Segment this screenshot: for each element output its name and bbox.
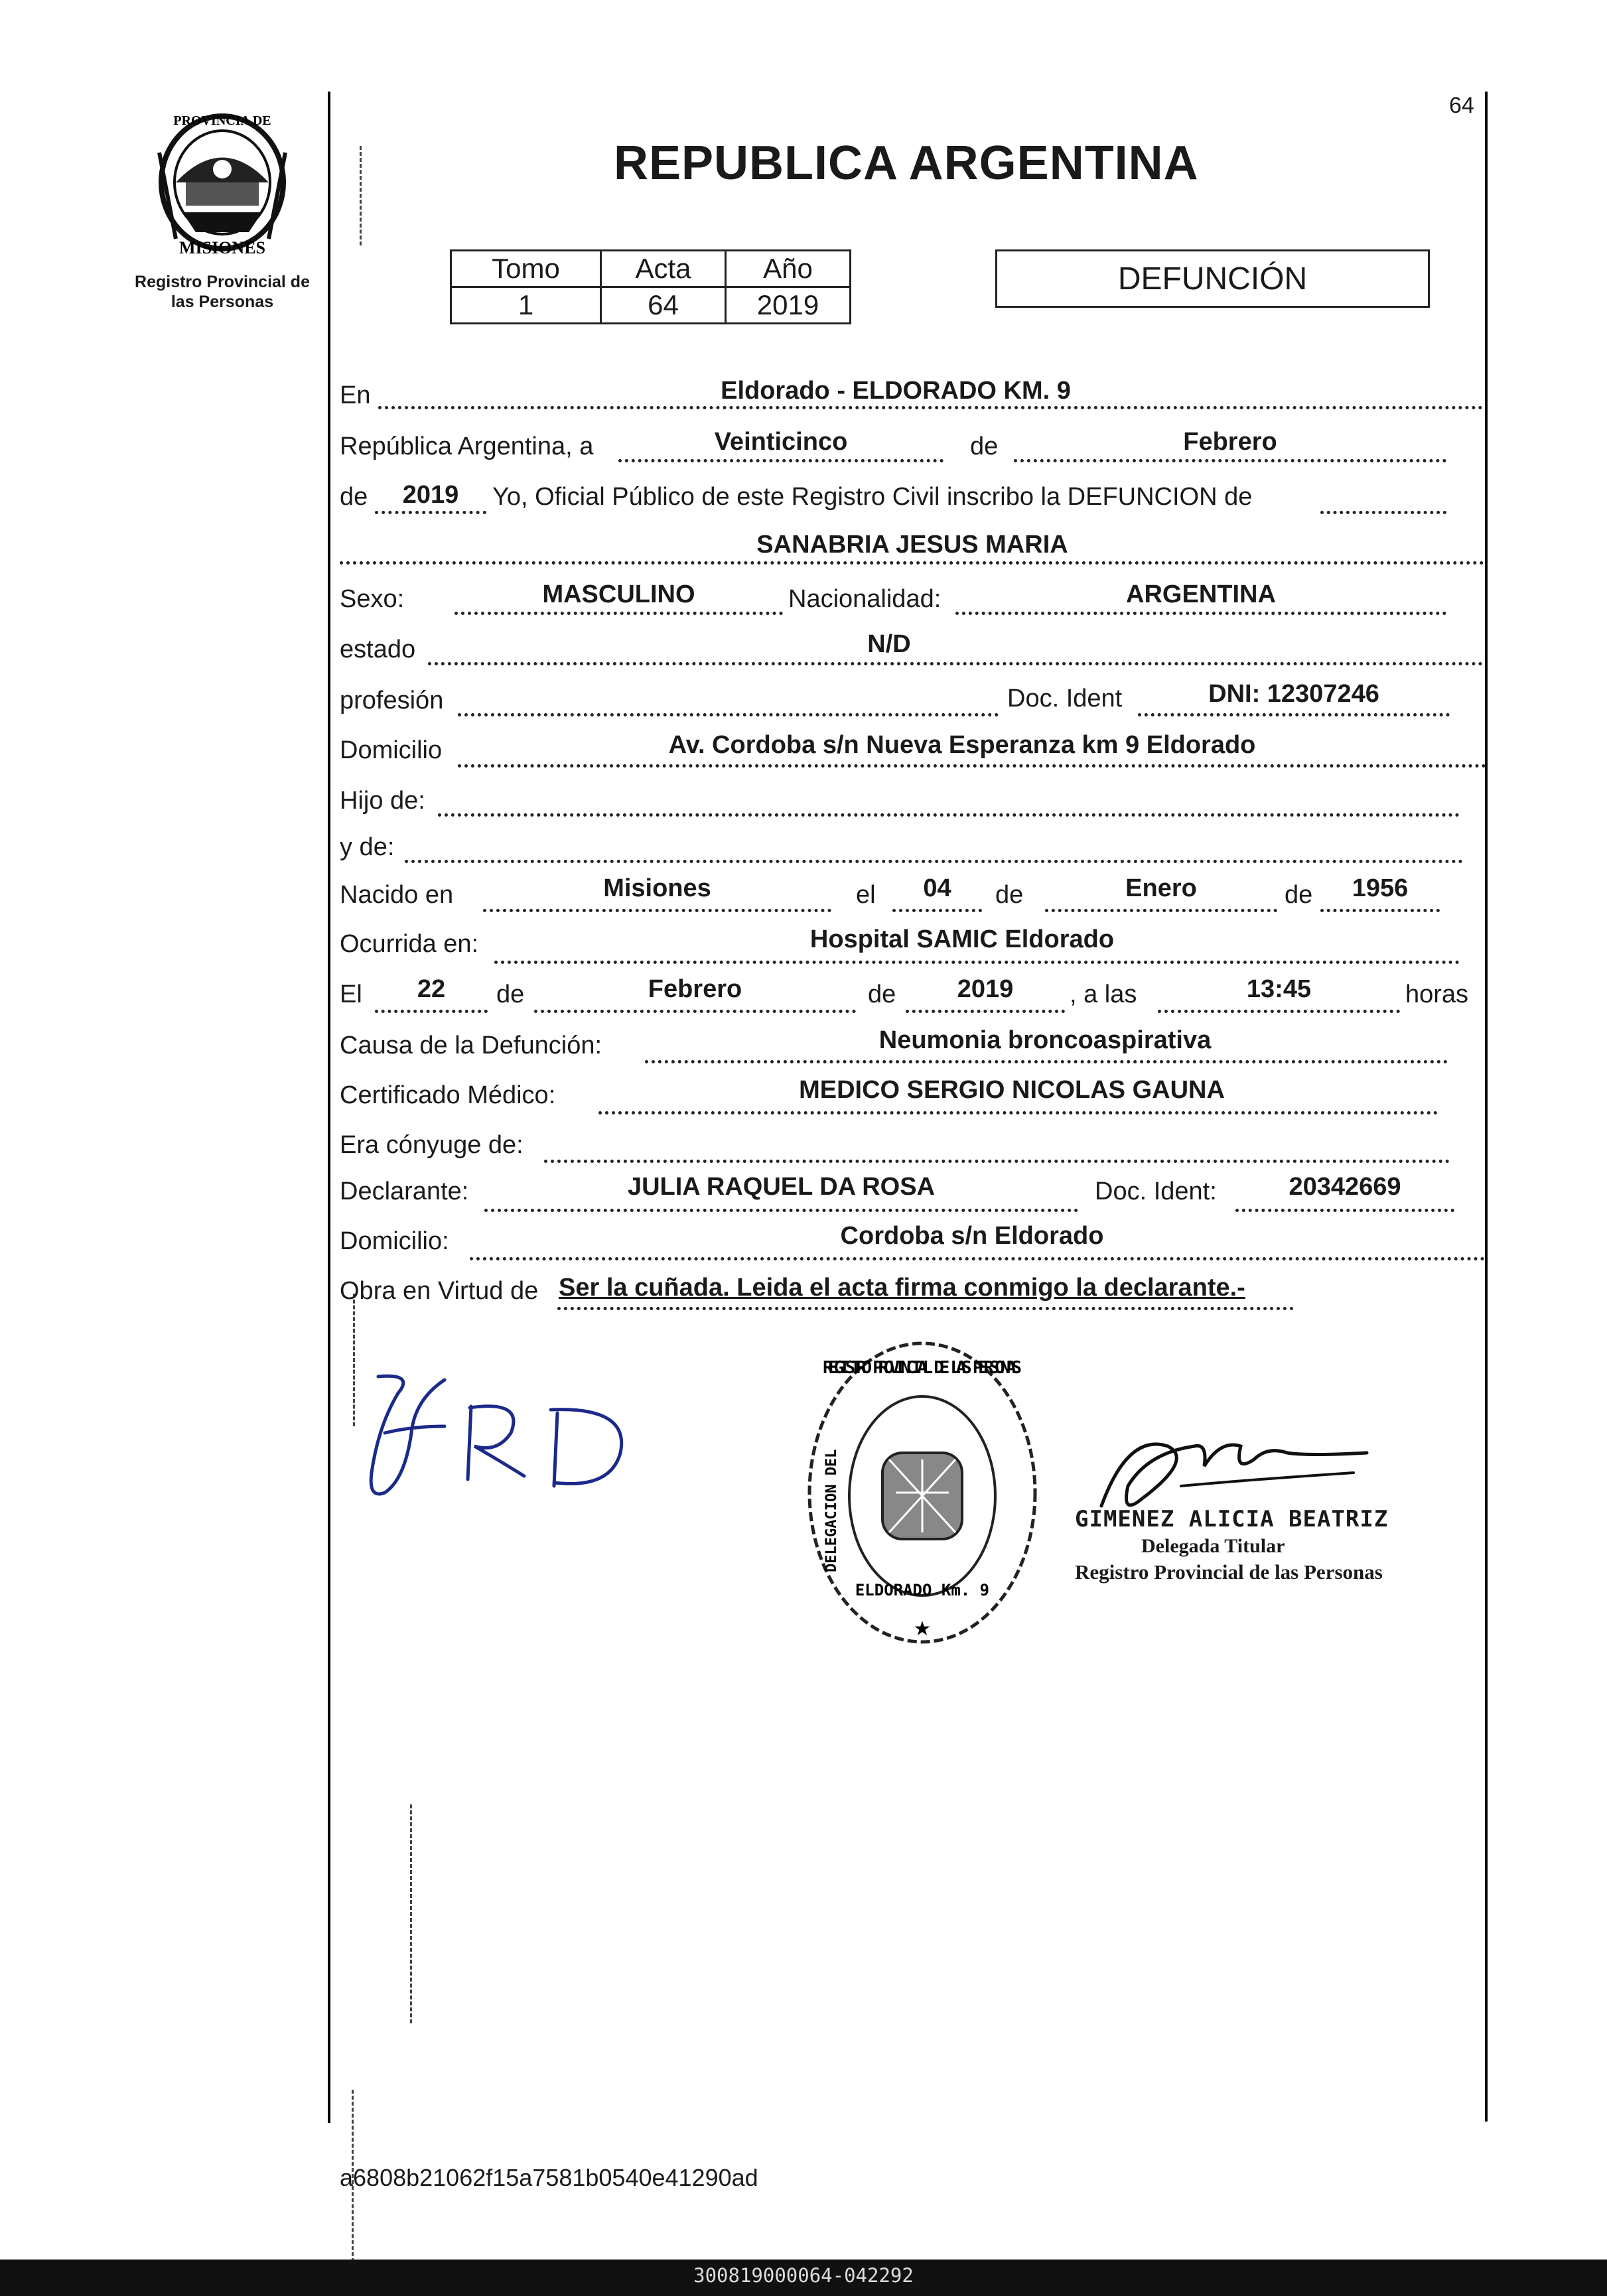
page-number: 64 xyxy=(1449,93,1474,118)
dotted-line xyxy=(906,1010,1065,1013)
field-nacido-dia: 04 xyxy=(923,874,951,902)
label-obra: Obra en Virtud de xyxy=(340,1277,539,1305)
field-certificado: MEDICO SERGIO NICOLAS GAUNA xyxy=(799,1076,1225,1104)
field-fallec-hora: 13:45 xyxy=(1246,975,1312,1003)
left-margin-line xyxy=(328,92,330,2123)
table-header-anio: Año xyxy=(726,251,851,287)
field-sexo: MASCULINO xyxy=(542,580,695,608)
label-domicilio2: Domicilio: xyxy=(340,1227,449,1255)
svg-text:★: ★ xyxy=(913,1617,932,1641)
signer-role: Delegada Titular xyxy=(1141,1535,1285,1557)
label-de: de xyxy=(868,980,896,1008)
province-seal-logo xyxy=(149,106,295,259)
logo-caption-line2: las Personas xyxy=(171,293,274,311)
dotted-line xyxy=(483,909,831,912)
label-intro-de: de xyxy=(340,483,368,511)
dotted-line xyxy=(534,1010,856,1013)
field-declarante-doc: 20342669 xyxy=(1289,1173,1401,1201)
label-inscribo: Yo, Oficial Público de este Registro Civil inscribo la DEFUNCION de xyxy=(492,483,1253,511)
field-lugar: Eldorado - ELDORADO KM. 9 xyxy=(721,377,1071,405)
logo-text-bottom: MISIONES xyxy=(178,238,266,257)
logo-caption-line1: Registro Provincial de xyxy=(135,273,310,291)
field-dia: Veinticinco xyxy=(714,428,848,456)
label-hijo-de: Hijo de: xyxy=(340,787,425,815)
footer-barcode-text: 300819000064-042292 xyxy=(693,2264,914,2287)
table-value-tomo: 1 xyxy=(451,287,601,324)
field-ocurrida-en: Hospital SAMIC Eldorado xyxy=(809,925,1115,953)
dotted-line xyxy=(438,813,1460,817)
dotted-line xyxy=(1014,459,1446,462)
field-fallec-mes: Febrero xyxy=(648,975,742,1003)
field-nacionalidad: ARGENTINA xyxy=(1126,580,1276,608)
label-ocurrida-en: Ocurrida en: xyxy=(340,930,479,958)
dotted-line xyxy=(618,459,943,462)
label-declarante: Declarante: xyxy=(340,1178,469,1205)
dotted-line xyxy=(1045,909,1277,912)
dotted-line xyxy=(375,1010,488,1013)
field-fallec-dia: 22 xyxy=(417,975,446,1003)
label-estado: estado xyxy=(340,636,416,663)
field-nombre: SANABRIA JESUS MARIA xyxy=(756,531,1068,559)
table-value-anio: 2019 xyxy=(726,287,851,324)
label-el: el xyxy=(856,881,876,909)
field-estado: N/D xyxy=(867,630,911,658)
field-nacido-mes: Enero xyxy=(1125,874,1197,902)
dotted-line xyxy=(340,561,1484,565)
field-mes: Febrero xyxy=(1183,428,1277,456)
dotted-line xyxy=(557,1307,1294,1310)
dotted-line xyxy=(405,860,1463,863)
stamp-text-left: DELEGACION DEL xyxy=(823,1449,840,1572)
dotted-line xyxy=(1158,1010,1400,1013)
label-de: de xyxy=(1285,881,1313,909)
label-nacido-en: Nacido en xyxy=(340,881,454,909)
label-nacionalidad: Nacionalidad: xyxy=(788,585,942,613)
label-certificado: Certificado Médico: xyxy=(340,1081,556,1109)
label-de: de xyxy=(970,433,999,460)
dotted-line xyxy=(1138,713,1450,716)
field-obra-virtud: Ser la cuñada. Leida el acta firma conmigo la declarante.- xyxy=(559,1274,1245,1302)
label-y-de: y de: xyxy=(340,833,395,861)
signer-name: GIMENEZ ALICIA BEATRIZ xyxy=(1075,1506,1389,1532)
right-margin-line xyxy=(1485,92,1488,2122)
dashed-margin-top xyxy=(360,146,362,245)
dotted-line xyxy=(428,662,1483,665)
dotted-line xyxy=(955,612,1446,615)
table-header-tomo: Tomo xyxy=(451,251,601,287)
label-domicilio: Domicilio xyxy=(340,736,443,764)
record-number-table xyxy=(450,249,851,324)
field-declarante-domicilio: Cordoba s/n Eldorado xyxy=(840,1222,1104,1250)
dotted-line xyxy=(470,1257,1485,1260)
field-doc-ident: DNI: 12307246 xyxy=(1208,680,1379,708)
dotted-line xyxy=(375,511,486,514)
logo-text-top: PROVINCIA DE xyxy=(173,113,271,128)
dotted-line xyxy=(598,1111,1438,1114)
official-stamp xyxy=(796,1333,1048,1652)
label-de: de xyxy=(995,881,1024,909)
label-profesion: profesión xyxy=(340,687,444,714)
label-en: En xyxy=(340,381,371,409)
dotted-line xyxy=(544,1160,1450,1163)
dotted-line xyxy=(458,713,999,716)
field-causa: Neumonia broncoaspirativa xyxy=(878,1026,1212,1054)
signer-office: Registro Provincial de las Personas xyxy=(1075,1560,1383,1584)
label-sexo: Sexo: xyxy=(340,585,405,613)
label-republica: República Argentina, a xyxy=(340,433,594,460)
label-el-cap: El xyxy=(340,980,362,1008)
field-nacido-anio: 1956 xyxy=(1352,874,1409,902)
table-header-acta: Acta xyxy=(601,251,726,287)
stamp-text-inner: ELDORADO Km. 9 xyxy=(855,1581,990,1599)
dotted-line xyxy=(378,406,1483,409)
dotted-line xyxy=(1320,511,1446,514)
dotted-line xyxy=(892,909,982,912)
label-conyuge: Era cónyuge de: xyxy=(340,1131,524,1159)
label-de: de xyxy=(496,980,525,1008)
field-domicilio: Av. Cordoba s/n Nueva Esperanza km 9 Eldorado xyxy=(668,731,1256,759)
logo-caption xyxy=(116,272,328,312)
dashed-margin-low xyxy=(410,1804,412,2023)
field-declarante: JULIA RAQUEL DA ROSA xyxy=(627,1173,936,1201)
dotted-line xyxy=(1235,1209,1454,1212)
field-anio: 2019 xyxy=(402,481,459,509)
dotted-line xyxy=(458,764,1486,768)
handwritten-initials-signature xyxy=(352,1353,644,1513)
label-horas: horas xyxy=(1405,980,1469,1008)
signer-block xyxy=(1075,1506,1446,1584)
dotted-line xyxy=(494,961,1460,964)
record-type-box: DEFUNCIÓN xyxy=(995,249,1430,308)
document-hash: a6808b21062f15a7581b0540e41290ad xyxy=(340,2164,758,2191)
label-causa: Causa de la Defunción: xyxy=(340,1032,602,1059)
field-fallec-anio: 2019 xyxy=(957,975,1014,1003)
dotted-line xyxy=(1320,909,1440,912)
page-title: REPUBLICA ARGENTINA xyxy=(614,137,1199,190)
field-nacido-lugar: Misiones xyxy=(603,874,711,902)
label-doc-ident2: Doc. Ident: xyxy=(1095,1178,1217,1205)
table-value-acta: 64 xyxy=(601,287,726,324)
dotted-line xyxy=(645,1060,1448,1063)
stamp-text-top: REGISTRO PROVINCIAL DE LAS PERSONAS xyxy=(823,1358,1022,1378)
label-a-las: , a las xyxy=(1070,980,1137,1008)
dotted-line xyxy=(454,612,783,615)
label-doc-ident: Doc. Ident xyxy=(1007,685,1123,712)
dotted-line xyxy=(484,1209,1078,1212)
